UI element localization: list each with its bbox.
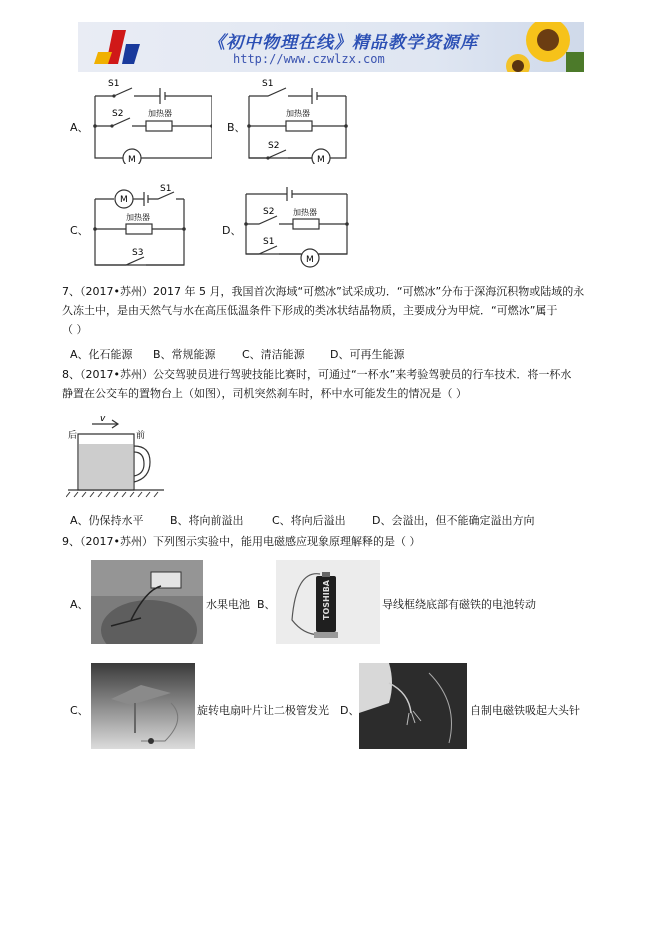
circuit-c-s2: S3 [132, 248, 144, 258]
q9-option-c-label: C、 [70, 704, 89, 717]
header-banner [78, 22, 584, 72]
q8-option-c: C、将向后溢出 [272, 514, 346, 527]
question-8 [62, 365, 622, 403]
circuit-a-heater: 加热器 [148, 109, 172, 118]
q9-option-d-caption: 自制电磁铁吸起大头针 [470, 704, 580, 717]
circuit-a-diagram [92, 74, 212, 164]
q7-option-b: B、常规能源 [153, 348, 216, 361]
cup-figure [66, 412, 166, 498]
question-9: 9、（2017•苏州）下列图示实验中，能用电磁感应现象原理解释的是（ ） [62, 535, 421, 548]
q9-photo-d [359, 663, 467, 749]
circuit-b-s2: S2 [268, 141, 280, 151]
circuit-b-diagram [246, 74, 366, 164]
cup-back-label: 后 [68, 431, 78, 441]
q7-line-1: 7、（2017•苏州）2017 年 5 月，我国首次海域“可燃冰”试采成功．“可燃冰”分布于深海沉积物或陆域的永 [62, 285, 585, 298]
circuit-a-label: A、 [70, 121, 89, 134]
battery-brand: TOSHIBA [322, 580, 331, 620]
circuit-d-s2: S2 [263, 207, 275, 217]
circuit-d-motor: M [306, 255, 314, 265]
q7-option-d: D、可再生能源 [330, 348, 405, 361]
cup-velocity-label: v [100, 414, 106, 424]
circuit-d-label: D、 [222, 224, 242, 237]
q7-line-3: （ ） [62, 323, 88, 336]
circuit-a-s2: S2 [112, 109, 124, 119]
circuit-a-motor: M [128, 155, 136, 164]
q7-option-c: C、清洁能源 [242, 348, 305, 361]
q8-option-d: D、会溢出，但不能确定溢出方向 [372, 514, 535, 527]
banner-url: http://www.czwlzx.com [233, 52, 385, 66]
circuit-d-diagram [243, 182, 353, 274]
circuit-b-motor: M [317, 155, 325, 164]
q8-line-1: 8、（2017•苏州）公交驾驶员进行驾驶技能比赛时，可通过“一杯水”来考验驾驶员的行车技术．将一杯水 [62, 368, 572, 381]
cup-front-label: 前 [136, 431, 146, 441]
circuit-b-s1: S1 [262, 79, 274, 89]
circuit-c-diagram [92, 183, 192, 273]
q8-option-b: B、将向前溢出 [170, 514, 244, 527]
banner-title: 《初中物理在线》精品教学资源库 [208, 33, 478, 53]
circuit-a-s1: S1 [108, 79, 120, 89]
q9-option-a-caption: 水果电池 [206, 598, 250, 611]
q9-option-d-label: D、 [340, 704, 360, 717]
q8-line-2: 静置在公交车的置物台上（如图），司机突然刹车时，杯中水可能发生的情况是（ ） [62, 387, 467, 400]
question-7 [62, 282, 622, 339]
circuit-c-s1: S1 [160, 184, 172, 194]
q7-option-a: A、化石能源 [70, 348, 133, 361]
q8-option-a: A、仍保持水平 [70, 514, 144, 527]
circuit-b-label: B、 [227, 121, 246, 134]
q7-line-2: 久冻土中，是由天然气与水在高压低温条件下形成的类冰状结晶物质，主要成分为甲烷．“可燃冰”属于 [62, 304, 558, 317]
circuit-d-heater: 加热器 [293, 208, 317, 217]
q9-photo-b [276, 560, 380, 644]
q9-option-b-caption: 导线框绕底部有磁铁的电池转动 [382, 598, 536, 611]
circuit-b-heater: 加热器 [286, 109, 310, 118]
q9-option-a-label: A、 [70, 598, 89, 611]
circuit-c-label: C、 [70, 224, 89, 237]
q9-option-c-caption: 旋转电扇叶片让二极管发光 [197, 704, 329, 717]
q9-option-b-label: B、 [257, 598, 276, 611]
circuit-c-motor: M [120, 195, 128, 205]
circuit-d-s1: S1 [263, 237, 275, 247]
q9-photo-c [91, 663, 195, 749]
q9-photo-a [91, 560, 203, 644]
circuit-c-heater: 加热器 [126, 213, 150, 222]
